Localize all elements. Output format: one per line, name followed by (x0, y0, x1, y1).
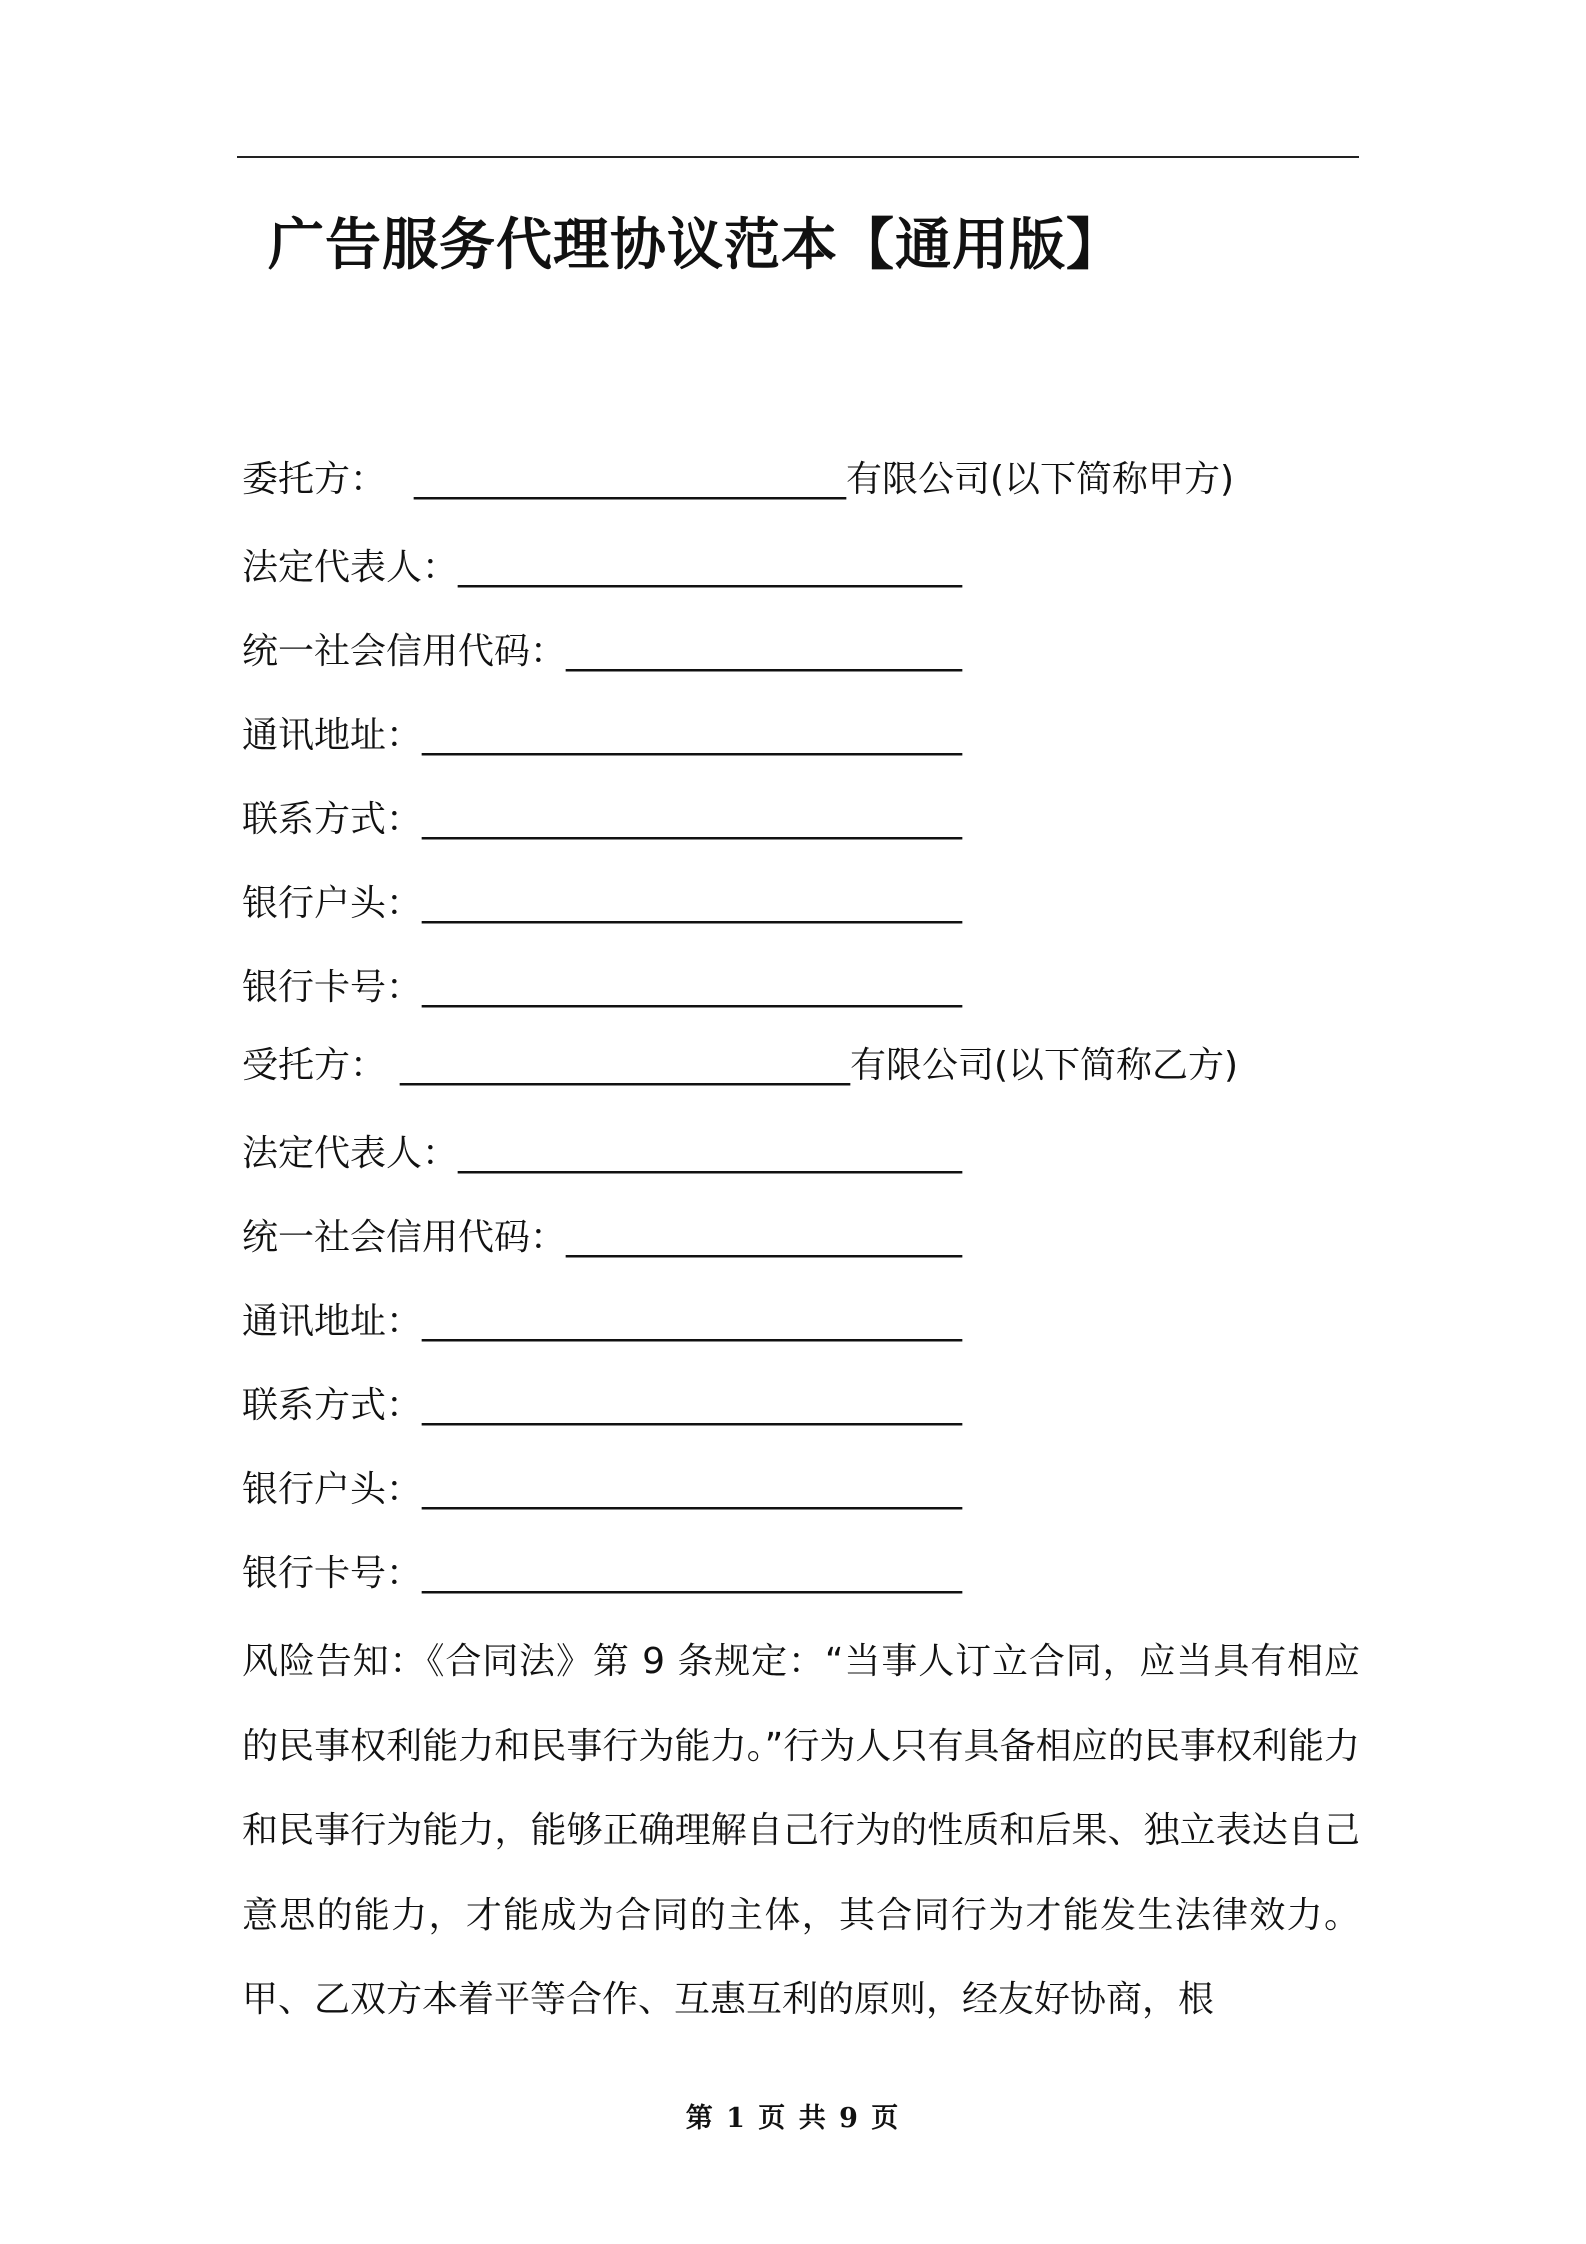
field-label: 受托方： (242, 1045, 387, 1086)
party-b-trustee-field (242, 1042, 1238, 1090)
party-b-address-field (242, 1298, 962, 1346)
field-label: 统一社会信用代码： (242, 631, 567, 672)
party-a-bank-card-field (242, 964, 962, 1012)
field-label: 银行卡号： (242, 1553, 423, 1594)
field-label: 通讯地址： (242, 715, 423, 756)
fill-in-blank[interactable]: ______________________ (566, 631, 963, 672)
field-label: 银行户头： (242, 1469, 423, 1510)
fill-in-blank[interactable]: ______________________________ (422, 1385, 963, 1426)
field-label: 委托方： (242, 459, 387, 500)
field-label: 通讯地址： (242, 1301, 423, 1342)
field-label: 统一社会信用代码： (242, 1217, 567, 1258)
party-a-bank-account-name-field (242, 880, 962, 928)
fill-in-blank[interactable]: ____________________________ (458, 547, 963, 588)
fill-in-blank[interactable]: ____________________________ (458, 1133, 963, 1174)
field-label: 银行卡号： (242, 967, 423, 1008)
party-b-legal-rep-field (242, 1130, 962, 1178)
field-label: 银行户头： (242, 883, 423, 924)
party-a-client-field (242, 456, 1234, 504)
field-label: 法定代表人： (242, 1133, 459, 1174)
fill-in-blank[interactable]: ______________________________ (422, 1469, 963, 1510)
page-number: 第 1 页 共 9 页 (685, 2103, 901, 2134)
party-b-bank-account-name-field (242, 1466, 962, 1514)
fill-in-blank[interactable]: ________________________ (414, 459, 847, 500)
document-title: 广告服务代理协议范本【通用版】 (268, 213, 1123, 278)
party-b-bank-card-field (242, 1550, 962, 1598)
field-suffix: 有限公司(以下简称甲方) (846, 459, 1235, 500)
fill-in-blank[interactable]: ______________________________ (422, 967, 963, 1008)
field-suffix: 有限公司(以下简称乙方) (850, 1045, 1239, 1086)
party-a-credit-code-field (242, 628, 962, 676)
fill-in-blank[interactable]: ______________________________ (422, 799, 963, 840)
fill-in-blank[interactable]: _________________________ (400, 1045, 851, 1086)
field-label: 联系方式： (242, 799, 423, 840)
fill-in-blank[interactable]: ______________________ (566, 1217, 963, 1258)
fill-in-blank[interactable]: ______________________________ (422, 883, 963, 924)
fill-in-blank[interactable]: ______________________________ (422, 1301, 963, 1342)
party-a-contact-field (242, 796, 962, 844)
header-rule (237, 156, 1359, 158)
party-b-contact-field (242, 1382, 962, 1430)
party-a-legal-rep-field (242, 544, 962, 592)
field-label: 法定代表人： (242, 547, 459, 588)
risk-notice-paragraph: 风险告知：《合同法》第 9 条规定：“当事人订立合同，应当具有相应的民事权利能力和民事行为能力。”行为人只有具备相应的民事权利能力和民事行为能力，能够正确理解自己行为的性质和后果、独立表达自己意思的能力，才能成为合同的主体，其合同行为才能发生法律效力。甲、乙双方本着平等合作、互惠互利的原则，经友好协商，根 (242, 1641, 1360, 2020)
field-label: 联系方式： (242, 1385, 423, 1426)
fill-in-blank[interactable]: ______________________________ (422, 1553, 963, 1594)
fill-in-blank[interactable]: ______________________________ (422, 715, 963, 756)
party-b-credit-code-field (242, 1214, 962, 1262)
party-a-address-field (242, 712, 962, 760)
